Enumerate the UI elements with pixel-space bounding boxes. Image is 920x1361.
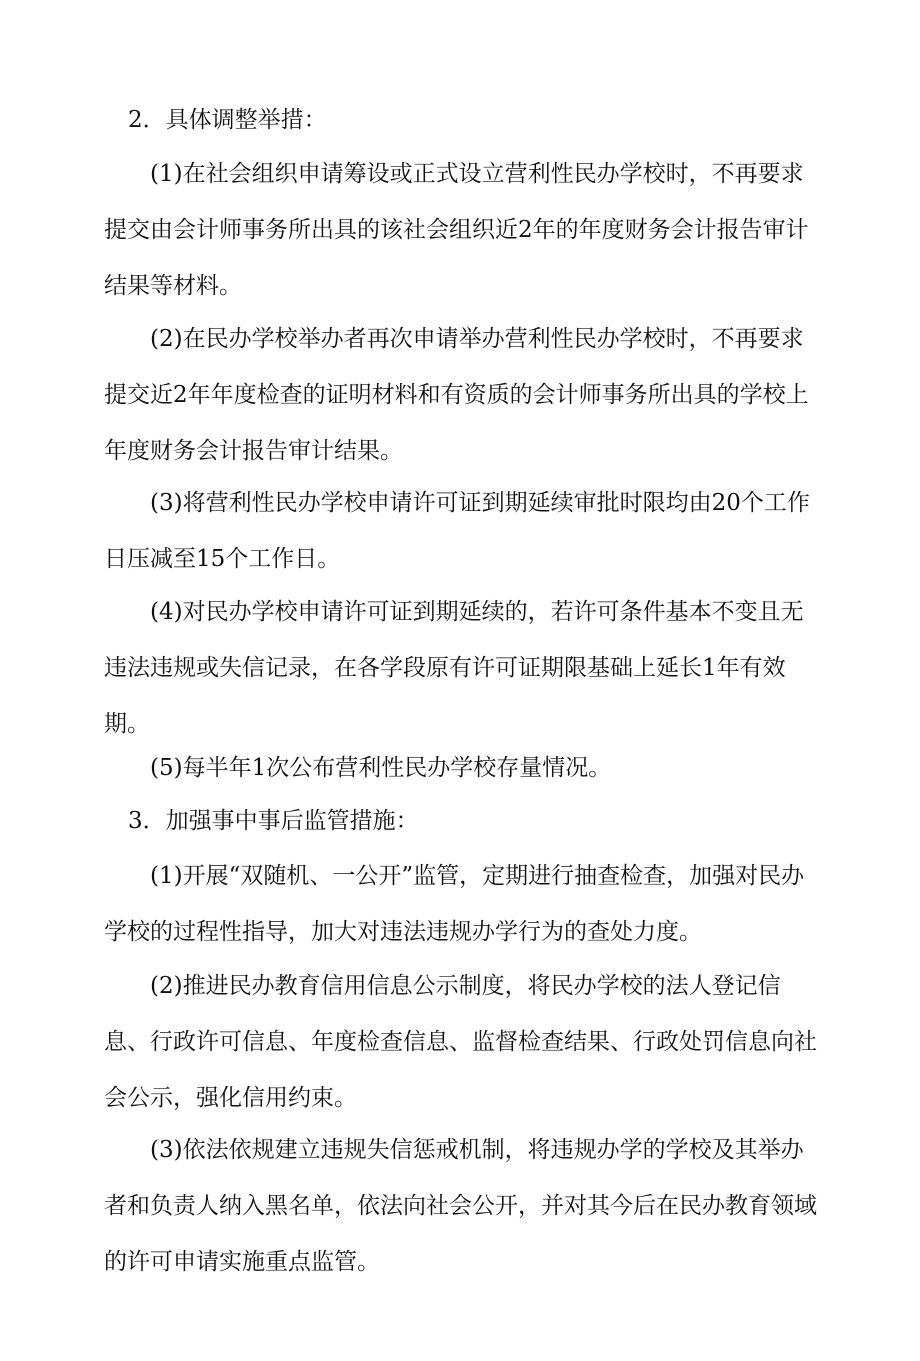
paragraph-3-1: (1)开展“双随机、一公开”监管，定期进行抽查检查，加强对民办学校的过程性指导，加大对违法违规办学行为的查处力度。 bbox=[104, 863, 805, 945]
paragraph-2-4: (4)对民办学校申请许可证到期延续的，若许可条件基本不变且无违法违规或失信记录，在各学段原有许可证期限基础上延长1年有效期。 bbox=[104, 599, 804, 737]
section-heading-2: 2．具体调整举措： bbox=[128, 107, 327, 133]
paragraph-2-3: (3)将营利性民办学校申请许可证到期延续审批时限均由20个工作日压减至15个工作日。 bbox=[104, 490, 810, 572]
paragraph-2-5: (5)每半年1次公布营利性民办学校存量情况。 bbox=[150, 755, 612, 781]
section-heading-3: 3．加强事中事后监管措施： bbox=[128, 808, 419, 834]
paragraph-2-1: (1)在社会组织申请筹设或正式设立营利性民办学校时，不再要求提交由会计师事务所出具的该社会组织近2年的年度财务会计报告审计结果等材料。 bbox=[104, 161, 809, 299]
paragraph-3-3: (3)依法依规建立违规失信惩戒机制，将违规办学的学校及其举办者和负责人纳入黑名单，依法向社会公开，并对其今后在民办教育领域的许可申请实施重点监管。 bbox=[104, 1137, 817, 1275]
paragraph-3-2: (2)推进民办教育信用信息公示制度，将民办学校的法人登记信息、行政许可信息、年度检查信息、监督检查结果、行政处罚信息向社会公示，强化信用约束。 bbox=[104, 973, 817, 1111]
paragraph-2-2: (2)在民办学校举办者再次申请举办营利性民办学校时，不再要求提交近2年年度检查的证明材料和有资质的会计师事务所出具的学校上年度财务会计报告审计结果。 bbox=[104, 326, 809, 464]
